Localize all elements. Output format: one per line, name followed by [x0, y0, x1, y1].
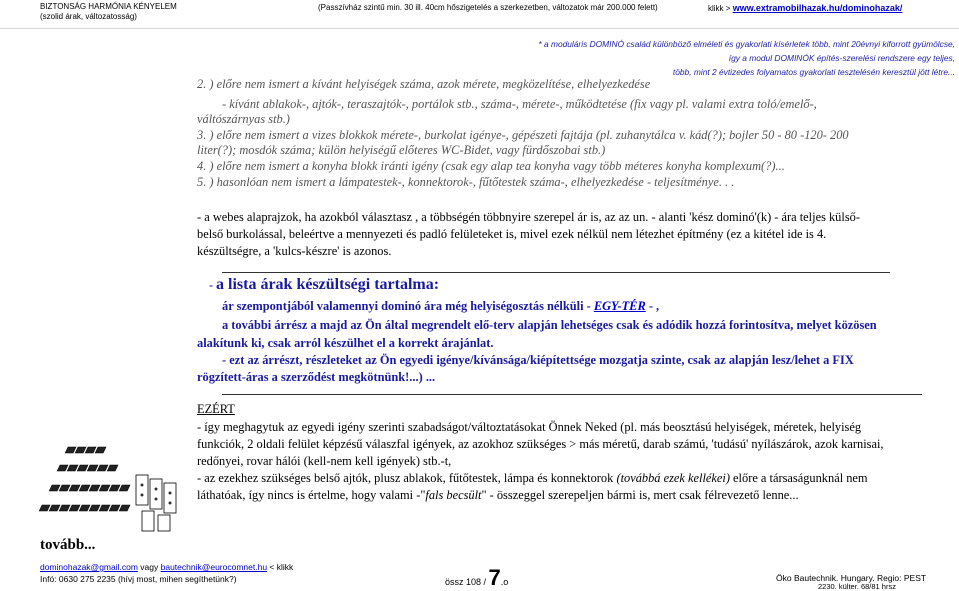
note-line-2: így a modul DOMINÓK építés-szerelési rendszere egy teljes, [728, 53, 955, 63]
footer-klikk: < klikk [267, 562, 294, 572]
ezert-line-4-italic: (továbbá ezek kellékei) [616, 471, 730, 485]
note-line-3: több, mint 2 évtizedes folyamatos gyakorlati tesztelésén keresztül jött létre... [672, 67, 955, 77]
page-current: 7 [488, 565, 501, 590]
list-heading-dash: - [209, 278, 216, 292]
footer-vagy: vagy [137, 562, 161, 572]
list-heading [209, 276, 439, 294]
site-link[interactable]: www.extramobilhazak.hu/dominohazak/ [732, 3, 903, 13]
ezert-line-4-a: - az ezekhez szükséges belső ajtók, plusz ablakok, fűtőtestek, lámpa és konnektorok [197, 471, 617, 485]
brand-line-2: (szolid árak, változatosság) [40, 12, 137, 21]
page-suffix: .o [500, 577, 509, 587]
list-line-4: - ezt az árrészt, részleteket az Ön egyedi igénye/kívánsága/kiépítettsége mozgatja szinte, csak az alapján lesz/lehet a FIX [222, 353, 854, 367]
gray-line-5: liter(?); mosdók száma; külön helyiségű előteres WC-Bidet, vagy fürdőszobai stb.) [197, 143, 606, 157]
footer-phone: Infó: 0630 275 2235 (hívj most, mihen segíthetünk?) [40, 574, 237, 584]
gray-line-4: 3. ) előre nem ismert a vizes blokkok mérete-, burkolat igénye-, gépészeti fajtája (pl. zuhanytálca v. kád(?); bojler 50 - 80 -120- 200 [197, 128, 849, 142]
ezert-line-5-italic: fals becsült [425, 488, 482, 502]
footer-contacts [40, 562, 293, 572]
top-link-prefix: klikk > [708, 4, 731, 13]
brand-line-1: BIZTONSÁG HARMÓNIA KÉNYELEM [40, 2, 177, 11]
list-line-5: rögzített-áras a szerződést megkötnünk!...) ... [197, 370, 436, 384]
list-heading-text: a lista árak készültségi tartalma: [216, 276, 440, 293]
more-link[interactable]: tovább... [40, 537, 96, 553]
top-link [708, 3, 902, 13]
divider [222, 272, 890, 273]
list-line-1-end: - , [645, 299, 660, 313]
ezert-line-5 [197, 488, 799, 503]
list-line-3: alakítunk ki, csak arról készülhet el a korrekt árajánlat. [197, 336, 494, 350]
list-line-1-text: ár szempontjából valamennyi dominó ára még helyiségosztás nélküli - [222, 299, 594, 313]
footer-address: 2230. külter. 68/81 hrsz [818, 582, 896, 591]
ezert-line-4 [197, 471, 868, 486]
page-prefix: össz 108 / [445, 577, 489, 587]
brand [40, 2, 177, 22]
divider-2 [222, 394, 922, 395]
ezert-line-2: funkciók, 2 oldali felület képzésű válaszfal igények, az azokhoz szükséges > más méretű, darab számú, 'tudású' nyílászárok, azok karnisai, [197, 437, 884, 451]
note-line-1: * a moduláris DOMINÓ család különböző elméleti és gyakorlati kísérletek több, mint 20évnyi kiforrott gyümölcse, [538, 39, 955, 49]
list-line-2: a további árrész a majd az Ön által megrendelt elő-terv alapján lehetséges csak és adódik hozzá forintosítva, melyet közösen [222, 318, 877, 332]
ezert-line-3: redőnyei, rovar hálói (kell-nem kell igények) stb.-t, [197, 454, 452, 468]
ezert-heading: EZÉRT [197, 402, 235, 416]
footer-company: Öko Bautechnik. Hungary. Regio: PEST [776, 573, 927, 583]
gray-line-1: 2. ) előre nem ismert a kívánt helyiségek száma, azok mérete, megközelítése, elhelyezkedése [197, 77, 651, 91]
egy-ter-link[interactable]: EGY-TÉR [593, 299, 646, 313]
page-number [445, 565, 508, 591]
plan-paragraph-line-2: belső burkolással, beleértve a mennyezeti és padló felületeket is, mivel ezek nélkül nem létezhet építmény (ez a kitétel ide is 4. [197, 227, 827, 241]
plan-paragraph-line-1: - a webes alaprajzok, ha azokból választasz , a többségén többnyire szerepel ár is, az az un. - alanti 'kész dominó'(k) - ára teljes külső- [197, 210, 860, 224]
ezert-line-5-a: láthatóak, így nincs is értelme, hogy valami -" [197, 488, 426, 502]
ezert-line-4-b: előre a társaságunknál nem [729, 471, 868, 485]
gray-line-7: 5. ) hasonlóan nem ismert a lámpatestek-, konnektorok-, fűtőtestek száma-, elhelyezkedése - teljesítménye. . . [197, 175, 735, 189]
top-info: (Passzívház szintű min. 30 ill. 40cm hőszigetelés a szerkezetben, változatok már 200.000 felett) [318, 3, 658, 12]
ezert-line-5-b: " - összeggel szerepeljen bármi is, mert csak félrevezető lenne... [481, 488, 799, 502]
top-bar [0, 0, 959, 29]
domino-logo [38, 435, 186, 535]
list-line-1 [222, 299, 659, 314]
plan-paragraph-line-3: készültségre, a 'kulcs-készre' is azonos. [197, 244, 392, 258]
gray-line-2: - kívánt ablakok-, ajtók-, teraszajtók-, portálok stb., száma-, mérete-, működtetése (fix vagy pl. valami extra toló/emelő-, [222, 97, 817, 111]
ezert-line-1: - így meghagytuk az egyedi igény szerinti szabadságot/változtatásokat Önnek Neked (pl. más beosztású helyiségek, méretek, helyiség [197, 420, 862, 434]
email-link-2[interactable]: bautechnik@eurocomnet.hu [160, 562, 268, 572]
gray-line-6: 4. ) előre nem ismert a konyha blokk iránti igény (csak egy alap tea konyha vagy több méteres konyha komplexum(?)... [197, 159, 785, 173]
gray-line-3: váltószárnyas stb.) [197, 112, 290, 126]
email-link-1[interactable]: dominohazak@gmail.com [40, 562, 138, 572]
